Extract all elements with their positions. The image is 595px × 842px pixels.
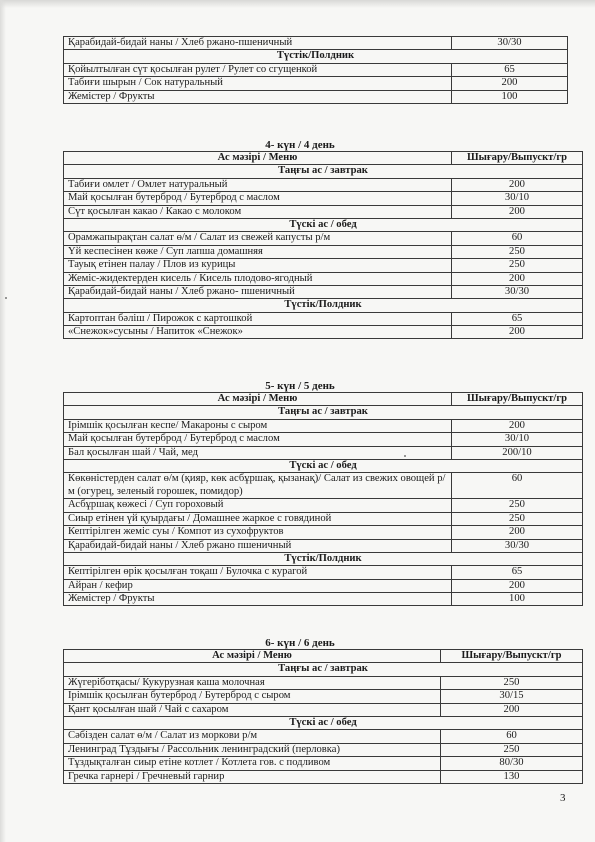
dish-output: 250 bbox=[452, 512, 583, 525]
dish-output: 130 bbox=[441, 770, 583, 783]
dish-name: Айран / кефир bbox=[64, 579, 452, 592]
column-header-output: Шығару/Выпускт/гр bbox=[441, 650, 583, 663]
dish-output: 65 bbox=[452, 63, 568, 76]
section-row-breakfast bbox=[64, 406, 583, 419]
section-label: Түскі ас / обед bbox=[64, 459, 583, 472]
day6-menu-table bbox=[63, 649, 583, 784]
table-row bbox=[64, 178, 583, 191]
table-row bbox=[64, 446, 583, 459]
section-label: Таңғы ас / завтрак bbox=[64, 165, 583, 178]
section-label: Түскі ас / обед bbox=[64, 218, 583, 231]
column-header-output: Шығару/Выпускт/гр bbox=[452, 393, 583, 406]
day6-title: 6- күн / 6 день bbox=[265, 637, 335, 649]
dish-name: Көкөністерден салат ө/м (қияр, көк асбұршақ, қызанақ)/ Салат из свежих овощей р/м (огурец, зеленый горошек, помидор) bbox=[64, 473, 452, 499]
table-row bbox=[64, 37, 568, 50]
table-row bbox=[64, 539, 583, 552]
dish-name: Табиғи шырын / Сок натуральный bbox=[64, 77, 452, 90]
table-row bbox=[64, 566, 583, 579]
day5-title: 5- күн / 5 день bbox=[265, 380, 335, 392]
dish-name: Тұздықталған сиыр етіне котлет / Котлета гов. с подливом bbox=[64, 757, 441, 770]
dish-name: Жемістер / Фрукты bbox=[64, 593, 452, 606]
dish-output: 250 bbox=[441, 743, 583, 756]
scan-shadow-left bbox=[0, 0, 6, 842]
day4-title: 4- күн / 4 день bbox=[265, 139, 335, 151]
table-row bbox=[64, 259, 583, 272]
dish-name: Табиғи омлет / Омлет натуральный bbox=[64, 178, 452, 191]
table-row bbox=[64, 690, 583, 703]
dish-output: 30/15 bbox=[441, 690, 583, 703]
section-row-snack bbox=[64, 50, 568, 63]
section-label: Түстік/Полдник bbox=[64, 552, 583, 565]
dish-name: Қойылтылған сүт қосылған рулет / Рулет со сгущенкой bbox=[64, 63, 452, 76]
dish-name: Қант қосылған шай / Чай с сахаром bbox=[64, 703, 441, 716]
dish-name: Гречка гарнері / Гречневый гарнир bbox=[64, 770, 441, 783]
dish-name: Асбұршақ көжесі / Суп гороховый bbox=[64, 499, 452, 512]
section-row-breakfast bbox=[64, 663, 583, 676]
page-number: 3 bbox=[560, 792, 566, 804]
table-row bbox=[64, 312, 583, 325]
table-row bbox=[64, 433, 583, 446]
table-header-row bbox=[64, 393, 583, 406]
dish-name: Жемістер / Фрукты bbox=[64, 90, 452, 103]
table-row bbox=[64, 579, 583, 592]
table-row bbox=[64, 730, 583, 743]
dish-output: 200 bbox=[441, 703, 583, 716]
table-row bbox=[64, 192, 583, 205]
section-label: Таңғы ас / завтрак bbox=[64, 663, 583, 676]
dish-output: 100 bbox=[452, 90, 568, 103]
section-row-snack bbox=[64, 552, 583, 565]
dish-name: Үй кеспесінен көже / Суп лапша домашняя bbox=[64, 245, 452, 258]
dish-name: Май қосылған бутерброд / Бутерброд с маслом bbox=[64, 192, 452, 205]
dish-output: 200 bbox=[452, 526, 583, 539]
dish-output: 80/30 bbox=[441, 757, 583, 770]
section-label: Түстік/Полдник bbox=[64, 50, 568, 63]
table-header-row bbox=[64, 152, 583, 165]
section-row-snack bbox=[64, 299, 583, 312]
dish-name: Сәбізден салат ө/м / Салат из моркови р/м bbox=[64, 730, 441, 743]
dish-name: Май қосылған бутерброд / Бутерброд с маслом bbox=[64, 433, 452, 446]
dish-output: 200 bbox=[452, 419, 583, 432]
table-row bbox=[64, 272, 583, 285]
table-row bbox=[64, 77, 568, 90]
dish-output: 100 bbox=[452, 593, 583, 606]
column-header-menu: Ас мәзірі / Меню bbox=[64, 393, 452, 406]
dish-output: 200/10 bbox=[452, 446, 583, 459]
dish-output: 250 bbox=[441, 676, 583, 689]
dish-output: 30/10 bbox=[452, 192, 583, 205]
dish-output: 200 bbox=[452, 178, 583, 191]
section-label: Түскі ас / обед bbox=[64, 716, 583, 729]
table-row bbox=[64, 419, 583, 432]
dish-output: 65 bbox=[452, 312, 583, 325]
dish-name: Кептірілген жеміс суы / Компот из сухофруктов bbox=[64, 526, 452, 539]
section-row-lunch bbox=[64, 716, 583, 729]
dish-name: Бал қосылған шай / Чай, мед bbox=[64, 446, 452, 459]
day4-menu-table bbox=[63, 151, 583, 339]
dish-output: 30/30 bbox=[452, 539, 583, 552]
table-row bbox=[64, 232, 583, 245]
dish-name: Қарабидай-бидай наны / Хлеб ржано- пшеничный bbox=[64, 285, 452, 298]
dish-name: Тауық етінен палау / Плов из курицы bbox=[64, 259, 452, 272]
day3-continuation-table bbox=[63, 36, 568, 104]
table-row bbox=[64, 499, 583, 512]
table-row bbox=[64, 245, 583, 258]
dish-name: Ленинград Тұздығы / Рассольник ленинградский (перловка) bbox=[64, 743, 441, 756]
dish-output: 250 bbox=[452, 259, 583, 272]
section-label: Таңғы ас / завтрак bbox=[64, 406, 583, 419]
section-row-lunch bbox=[64, 218, 583, 231]
table-row bbox=[64, 326, 583, 339]
table-row bbox=[64, 743, 583, 756]
dish-name: Сиыр етінен үй қуырдағы / Домашнее жаркое с говядиной bbox=[64, 512, 452, 525]
dish-output: 200 bbox=[452, 77, 568, 90]
dish-output: 30/30 bbox=[452, 285, 583, 298]
dish-output: 200 bbox=[452, 579, 583, 592]
dish-name: Қарабидай-бидай наны / Хлеб ржано пшеничный bbox=[64, 539, 452, 552]
dish-output: 60 bbox=[452, 232, 583, 245]
dish-output: 30/30 bbox=[452, 37, 568, 50]
column-header-output: Шығару/Выпускт/гр bbox=[452, 152, 583, 165]
section-row-lunch bbox=[64, 459, 583, 472]
dish-output: 250 bbox=[452, 245, 583, 258]
column-header-menu: Ас мәзірі / Меню bbox=[64, 650, 441, 663]
day5-menu-table bbox=[63, 392, 583, 606]
table-row bbox=[64, 526, 583, 539]
dish-output: 200 bbox=[452, 326, 583, 339]
dish-output: 65 bbox=[452, 566, 583, 579]
dish-output: 200 bbox=[452, 272, 583, 285]
table-row bbox=[64, 285, 583, 298]
scan-shadow-top bbox=[0, 0, 595, 8]
table-row bbox=[64, 703, 583, 716]
dish-output: 60 bbox=[441, 730, 583, 743]
section-label: Түстік/Полдник bbox=[64, 299, 583, 312]
table-row bbox=[64, 676, 583, 689]
table-row bbox=[64, 757, 583, 770]
table-row bbox=[64, 63, 568, 76]
scan-speck bbox=[5, 297, 7, 299]
dish-name: «Снежок»сусыны / Напиток «Снежок» bbox=[64, 326, 452, 339]
dish-name: Кептірілген өрік қосылған тоқаш / Булочка с курагой bbox=[64, 566, 452, 579]
dish-name: Картоптан бәліш / Пирожок с картошкой bbox=[64, 312, 452, 325]
dish-name: Ірімшік қосылған бутерброд / Бутерброд с сыром bbox=[64, 690, 441, 703]
dish-name: Жеміс-жидектерден кисель / Кисель плодово-ягодный bbox=[64, 272, 452, 285]
table-row bbox=[64, 90, 568, 103]
dish-output: 60 bbox=[452, 473, 583, 499]
dish-name: Қарабидай-бидай наны / Хлеб ржано-пшеничный bbox=[64, 37, 452, 50]
dish-name: Орамжапырақтан салат ө/м / Салат из свежей капусты р/м bbox=[64, 232, 452, 245]
dish-name: Жүгеріботқасы/ Кукурузная каша молочная bbox=[64, 676, 441, 689]
table-header-row bbox=[64, 650, 583, 663]
dish-name: Ірімшік қосылған кеспе/ Макароны с сыром bbox=[64, 419, 452, 432]
table-row bbox=[64, 205, 583, 218]
table-row bbox=[64, 770, 583, 783]
table-row bbox=[64, 512, 583, 525]
dish-output: 250 bbox=[452, 499, 583, 512]
table-row bbox=[64, 473, 583, 499]
dish-output: 200 bbox=[452, 205, 583, 218]
dish-name: Сүт қосылған какао / Какао с молоком bbox=[64, 205, 452, 218]
dish-output: 30/10 bbox=[452, 433, 583, 446]
column-header-menu: Ас мәзірі / Меню bbox=[64, 152, 452, 165]
table-row bbox=[64, 593, 583, 606]
section-row-breakfast bbox=[64, 165, 583, 178]
